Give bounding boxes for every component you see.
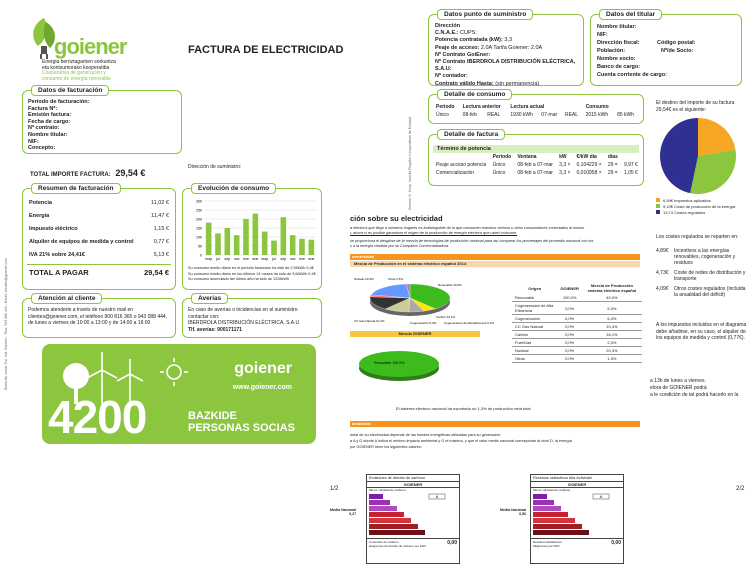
pie-slice (660, 118, 698, 193)
cd-cell: 1930 kWh (510, 112, 533, 118)
x-tick-label: may (261, 257, 269, 261)
env-line-2: a A y G donde A indica el mínimo impacto ambiental y G el máximo, y que el valor medio nacional corresponde al nivel D, la energía (350, 439, 572, 443)
supply-field (435, 73, 578, 80)
supply-point-title: Datos punto de suministro (437, 9, 533, 20)
origin-cell: Fuel/Gas (515, 340, 532, 345)
x-tick-label: may (205, 257, 213, 261)
consumption-note: Su consumo medio diario en el periodo facturado ha sido de 2,95kWh 0,4€ (188, 266, 314, 270)
total-invoice-label: TOTAL IMPORTE FACTURA: (30, 172, 111, 178)
y-tick-label: 150 (196, 226, 202, 231)
consumption-note: Su consumo acumulado del último año ha sido de 1226kWh (188, 277, 290, 281)
logo (20, 14, 140, 84)
consumption-bar (262, 232, 268, 255)
banner-url: www.goiener.com (232, 384, 292, 391)
summary-row-value: 11,47 € (151, 213, 169, 219)
origin-cell: 2,3% (607, 340, 617, 345)
mix-pie-label: CC Gas Natural 10,4% (354, 319, 385, 323)
origin-title: ción sobre su electricidad (350, 214, 443, 223)
co2-footer: Contenido de carbono (369, 540, 399, 544)
cd-cell: REAL (487, 112, 501, 118)
origin-cell: Cogeneración de Alta Eficiencia (515, 303, 554, 313)
invoice-detail-title: Detalle de factura (437, 129, 505, 140)
rad-footer-2: Miligramos por kWh (533, 544, 560, 548)
power-term-header: Término de potencia (433, 145, 639, 153)
inv-header (433, 153, 490, 161)
grade-bar (533, 524, 582, 529)
customer-service-title: Atención al cliente (31, 293, 102, 304)
supply-field-label: Nº Contrato GoiEner: (435, 51, 491, 58)
cut-line-3: a le condición de tal podrá hacerlo en la (650, 392, 739, 398)
summary-row-label: Impuesto eléctrico (29, 226, 78, 232)
origin-cell: Nuclear (515, 348, 529, 353)
faults-title: Averías (191, 293, 228, 304)
billing-field: Periodo de facturación: (28, 99, 90, 105)
cd-h-periodo: Periodo (436, 104, 455, 110)
supply-field (435, 52, 578, 59)
holder-member-no: Nº/de Socio: (661, 48, 694, 54)
summary-row-value: 1,15 € (153, 226, 169, 232)
grade-bar (369, 530, 425, 535)
regulated-value: 4,89€ (656, 248, 669, 254)
table-row (512, 331, 642, 339)
x-tick-label: jul (216, 257, 220, 261)
cd-cell: 08-feb (462, 112, 477, 118)
co2-label (366, 474, 460, 564)
inv-header (621, 153, 641, 161)
tagline-3: Cooperativa de generación y (42, 70, 106, 76)
table-row (433, 161, 641, 169)
env-line-1: ental de su electricidad depende de las fuentes energéticas utilizadas para su generación (350, 433, 501, 437)
co2-grade-bars (367, 492, 459, 536)
grade-bar (533, 530, 589, 535)
cut-line-2: elora de GOIENER podrá (650, 385, 707, 391)
origin-table (512, 282, 642, 363)
inv-cell: 08-feb a 07-mar (517, 170, 553, 176)
mix-pie-label: Cogeneración 6,3% (410, 321, 437, 325)
origin-line-3: se proporciona el desglose de la mezcla de tecnologías de producción nacional para así comparar los porcentajes del promedio nacional con los (350, 239, 594, 243)
table-row (512, 355, 642, 363)
side-legal-note: Domicilio social: Pol. Ind. Goiener - Tfno: 943 088 444 - Email: clientes@goiener.com (4, 257, 8, 390)
rad-grade-bars (531, 492, 623, 536)
co2-national-text: Media Nacional (330, 508, 357, 512)
consumption-box (182, 185, 322, 290)
grade-bar (533, 494, 547, 499)
supply-field-label: Dirección (435, 23, 461, 29)
x-tick-label: jul (272, 257, 276, 261)
inv-cell: 3,3 × (559, 170, 571, 176)
summary-row-label: Alquiler de equipos de medida y control (29, 239, 134, 245)
side-legal-note-2: Goiener S. Coop. Inscrita Registro Cooperativas de Euskadi (408, 116, 412, 210)
billing-field: Nº contrato: (28, 125, 60, 132)
grade-letter: A (435, 494, 439, 499)
origin-header: Mezcla de Producción sistema eléctrico español (587, 283, 637, 293)
summary-row (23, 223, 175, 236)
table-row (512, 302, 642, 315)
supply-field-label: Peaje de acceso: (435, 44, 480, 51)
origin-cell: 0,0% (565, 348, 575, 353)
document-title: FACTURA DE ELECTRICIDAD (188, 44, 344, 56)
regulated-text: Otros costes regulados (incluida la anualidad del déficit) (674, 286, 746, 298)
inv-cell: 3,3 × (559, 162, 571, 168)
co2-national-label (330, 508, 356, 516)
grade-bar (533, 512, 568, 517)
inv-cell: 08-feb a 07-mar (517, 162, 553, 168)
consumption-bar (299, 239, 305, 255)
table-row (512, 323, 642, 331)
origin-header: GOIENER (560, 285, 579, 291)
consumption-note: Su consumo medio diario en los últimos 14 meses ha sido de 3,66kWh 0,4€ (188, 271, 316, 276)
destination-pie (658, 116, 738, 196)
supply-point-box (428, 11, 584, 87)
origin-cell: Otras (515, 356, 525, 361)
faults-box (182, 295, 322, 338)
supply-field-label: C.N.A.E.: (435, 30, 459, 37)
summary-row (23, 197, 175, 210)
y-tick-label: 250 (196, 208, 202, 213)
supply-field (435, 37, 578, 44)
cd-h-consumo: Consumo (585, 104, 609, 110)
supply-field (435, 30, 578, 37)
legend-swatch (656, 204, 660, 208)
page-number-left: 1/2 (330, 486, 339, 492)
pie-slice (698, 118, 735, 156)
banner-brand: goiener (234, 360, 292, 377)
grade-letter: A (599, 494, 603, 499)
invoice-detail-box (428, 131, 644, 186)
rad-label (530, 474, 624, 564)
regulated-value: 4,73€ (656, 270, 669, 276)
regulated-text: Coste de redes de distribución y transporte (674, 270, 746, 282)
billing-field: NIF: (28, 138, 39, 145)
legend-item (656, 210, 735, 216)
env-bar: ambiental (350, 421, 640, 427)
customer-service-text: Podemos atenderle a través de nuestro mail en clientes@goiener.com, el teléfono 900 816 365 o 943 088 444, de lunes a viernes de 10:00 a 13:00 y de 14:00 a 16:00 (28, 307, 168, 326)
supply-field-label: Nº Contrato IBERDROLA DISTRIBUCIÓN ELÉCTRICA, S.A.U: (435, 59, 576, 73)
rad-sub: Menor cantidad de residuos (533, 488, 571, 492)
tagline-2: eta kontsumorako kooperatiba (42, 64, 110, 71)
inv-header: días (607, 154, 618, 160)
taxes-note: A los impuestos incluidos en el diagrama debe añadirse, en su caso, el alquiler de los equipos de medida y control (0,77€). (656, 322, 747, 341)
supply-field-value: 3,3 (502, 37, 513, 44)
supply-field-value: (sin permanencia) (493, 80, 540, 87)
x-tick-label: nov (233, 257, 240, 261)
inv-header: kW (559, 154, 567, 160)
cd-cell: REAL (564, 112, 579, 118)
inv-cell: 0,010958 × (576, 170, 602, 176)
x-tick-label: nov (289, 257, 296, 261)
billing-field: Fecha de cargo: (28, 118, 71, 125)
supply-field-label: Contrato válido Hasta: (435, 80, 494, 87)
table-row (512, 339, 642, 347)
holder-field: Nombre socio: (597, 56, 636, 62)
grade-bar (369, 500, 390, 505)
total-to-pay-row (23, 265, 175, 281)
members-banner (42, 344, 316, 444)
origin-cell: 40,0% (606, 295, 618, 300)
tagline-1: Energia berriztagarrien sorkuntza (42, 59, 116, 65)
summary-row-value: 11,02 € (151, 200, 169, 206)
destination-intro: El destino del importe de su factura 29,54€ es el siguiente: (656, 100, 735, 113)
inv-cell: 29 = (607, 162, 618, 168)
billing-field: Emisión factura: (28, 112, 72, 119)
x-tick-label: sep (280, 257, 287, 261)
faults-text: En caso de averías o incidencias en el suministro contactar con: (188, 307, 298, 320)
mix-pie-label: Renovable 40,0% (438, 283, 462, 287)
consumption-bar (243, 219, 249, 255)
grade-bar (533, 518, 575, 523)
cd-cell: 07-mar (541, 112, 558, 118)
legend-swatch (656, 198, 660, 202)
inv-cell: Único (492, 162, 506, 168)
y-tick-label: 200 (196, 217, 202, 222)
supply-field (435, 81, 578, 88)
summary-row (23, 210, 175, 223)
consumption-bar (290, 235, 296, 255)
summary-box (22, 185, 176, 290)
holder-field: Cuenta corriente de cargo: (597, 72, 667, 78)
origin-footnote: El sistema eléctrico nacional ha exportado un 1,3% de producción neta total (396, 406, 531, 411)
cd-h-anterior: Lectura anterior (462, 104, 501, 110)
billing-title: Datos de facturación (31, 85, 109, 96)
supply-field-value: CUPS: (458, 30, 477, 37)
regulated-item (656, 286, 748, 298)
production-mix-pie (340, 268, 495, 334)
y-tick-label: 300 (196, 199, 202, 204)
x-tick-label: mar (252, 257, 259, 261)
regulated-item (656, 270, 748, 282)
origin-cell: Carbón (515, 332, 529, 337)
origin-cell: 20,3% (606, 348, 618, 353)
co2-footer-2: kilogramos de dióxido de carbono por kWh (369, 544, 426, 548)
legend-label: 6,59€ Impuestos aplicados (663, 198, 711, 203)
consumption-bar (309, 240, 315, 255)
summary-row-label: IVA 21% sobre 24,41€ (29, 252, 85, 258)
goiener-pie-label: Renovable 100,0% (374, 361, 405, 365)
origin-cell: CC Gas Natural (515, 324, 544, 329)
billing-field: Concepto: (28, 145, 56, 152)
co2-company: GOIENER (367, 481, 459, 488)
origin-bar-1: electricidad (350, 254, 640, 260)
inv-header: €/kW día (576, 154, 597, 160)
page-number-right: 2/2 (736, 486, 745, 492)
supply-field-value: 2.0A Tarifa Goiener: 2.0A (479, 44, 543, 51)
origin-cell: 0,0% (565, 305, 575, 311)
co2-title: Emisiones de dióxido de carbono (369, 476, 425, 480)
summary-row (23, 249, 175, 262)
summary-row (23, 236, 175, 249)
brand-name: goiener (54, 34, 127, 59)
rad-value: 0,00 (611, 540, 621, 546)
origin-cell: 5,3% (607, 305, 617, 311)
holder-field: Población: (597, 48, 626, 54)
supply-field (435, 59, 578, 73)
legend-label: 9,10€ Coste de producción de la energía (663, 204, 736, 209)
co2-value: 0,00 (447, 540, 457, 546)
billing-field: Nombre titular: (28, 131, 68, 138)
y-tick-label: 0 (200, 253, 202, 258)
holder-field: NIF: (597, 32, 608, 38)
x-tick-label: ene (243, 257, 249, 261)
supply-field (435, 45, 578, 52)
consumption-bar (215, 233, 221, 255)
consumption-bar (271, 241, 277, 255)
banner-line-1: BAZKIDE (188, 410, 237, 422)
origin-cell: 100,0% (562, 295, 577, 300)
origin-cell: 0,0% (565, 324, 575, 329)
summary-row-label: Energía (29, 213, 50, 219)
x-tick-label: sep (224, 257, 231, 261)
env-line-3: por GOIENER tiene los siguientes valores: (350, 445, 422, 449)
supply-field-label: Potencia contratada (kW): (435, 37, 503, 44)
grade-bar (369, 518, 411, 523)
origin-cell: 0,0% (565, 316, 575, 321)
origin-line-2: r, ahora sí es posible garantizar el origen de la producción de energía eléctrica que usted consume. (350, 231, 518, 235)
regulated-intro: Los costes regulados se reparten en: (656, 234, 739, 240)
origin-cell: 6,3% (607, 316, 617, 321)
table-row (512, 347, 642, 355)
supply-field-label: Nº contador: (435, 73, 468, 80)
holder-postal: Código postal: (657, 40, 696, 46)
banner-number: 4200 (48, 391, 147, 443)
total-invoice-value: 29,54 € (115, 168, 146, 178)
cd-cell: Único (436, 112, 449, 118)
rad-company: GOIENER (531, 481, 623, 488)
mix-pie-label: Otras 1,5% (388, 277, 404, 281)
total-to-pay-label: TOTAL A PAGAR (29, 268, 89, 277)
mix-pie-label: Nuclear 20,3% (354, 277, 374, 281)
origin-cell: Renovable (515, 295, 535, 300)
origin-cell: 10,4% (606, 324, 618, 329)
inv-cell: Único (492, 170, 506, 176)
rad-footer: Residuos Radiactivos (533, 540, 562, 544)
y-tick-label: 100 (196, 235, 202, 240)
faults-company: IBERDROLA DISTRIBUCIÓN ELÉCTRICA, S.A.U (188, 320, 300, 326)
summary-row-value: 5,13 € (153, 252, 169, 258)
rad-national-text: Media Nacional (500, 508, 527, 512)
customer-service-box (22, 295, 176, 338)
table-row (433, 169, 641, 177)
legend-swatch (656, 210, 660, 214)
summary-row-label: Potencia (29, 200, 52, 206)
origin-bar-2: Mezcla de Producción en el sistema eléctrico español 2014 (350, 261, 640, 267)
grade-bar (369, 524, 418, 529)
inv-cell: 1,05 € (623, 170, 638, 176)
mix-pie-label: Cogeneración de Alta Eficiencia 5,3% (444, 321, 495, 325)
origin-cell: 1,5% (607, 356, 617, 361)
holder-field: Nombre titular: (597, 24, 637, 30)
cd-h-actual: Lectura actual (510, 104, 545, 110)
grade-bar (369, 512, 404, 517)
inv-cell: 9,97 € (623, 162, 638, 168)
consumption-detail-box (428, 91, 644, 124)
mix-pie-label: Carbón 16,1% (436, 315, 456, 319)
inv-header: Ventana (517, 154, 537, 160)
summary-row-value: 0,77 € (153, 239, 169, 245)
y-tick-label: 50 (198, 244, 202, 249)
regulated-item (656, 248, 748, 266)
supply-field (435, 23, 578, 30)
holder-box (590, 11, 742, 86)
banner-line-2: PERSONAS SOCIAS (188, 422, 295, 434)
faults-phone: Tlf. averías: 900171171 (188, 326, 242, 333)
billing-box (22, 87, 182, 154)
consumption-bar (253, 214, 259, 255)
consumption-title: Evolución de consumo (191, 183, 276, 194)
rad-title: Residuos radiactivos Alta Actividad (533, 476, 592, 480)
origin-line-1: a eléctrica que llega a nuestros hogares es indistinguible de la que consumen nuestros vecinos u otros consumidores conectados al mismo (350, 226, 585, 230)
summary-title: Resumen de facturación (31, 183, 121, 194)
regulated-text: Incentivos a las energías renovables, cogeneración y residuos (674, 248, 736, 266)
goiener-mix-bar: Mezcla GOIENER (350, 331, 480, 337)
x-tick-label: mar (308, 257, 315, 261)
grade-bar (533, 500, 554, 505)
cut-line-1: a 13h de lunes a viernes. (650, 378, 706, 384)
origin-header: Origen (528, 285, 542, 291)
total-invoice (30, 168, 145, 178)
consumption-detail-title: Detalle de consumo (437, 89, 512, 100)
rad-national-value: 0,56 (519, 512, 527, 516)
cd-cell: 2015 kWh (585, 112, 609, 118)
holder-field: Banco de cargo: (597, 64, 641, 70)
legend-label: 13,74 Costes regulados (663, 210, 706, 215)
inv-cell: 0,104229 × (576, 162, 602, 168)
origin-line-4: s a la energía vendida por su Compañía Comercializadora. (350, 244, 450, 248)
total-to-pay-value: 29,54 € (143, 268, 169, 277)
table-row (512, 315, 642, 323)
inv-header: Periodo (492, 154, 512, 160)
regulated-value: 4,09€ (656, 286, 669, 292)
cd-cell: 85 kWh (617, 112, 635, 118)
holder-field: Dirección fiscal: (597, 40, 640, 46)
inv-cell: Comercialización (436, 170, 475, 176)
consumption-bar (206, 223, 212, 255)
consumption-chart (186, 195, 320, 267)
co2-national-value: 0,27 (349, 512, 357, 516)
table-row (512, 294, 642, 302)
tagline-4: consumo de energía renovable (42, 75, 111, 82)
consumption-bar (234, 235, 240, 255)
grade-bar (533, 506, 561, 511)
origin-cell: 0,0% (565, 356, 575, 361)
billing-field: Factura Nº: (28, 105, 58, 112)
grade-bar (369, 494, 383, 499)
consumption-bar (225, 228, 231, 255)
grade-bar (369, 506, 397, 511)
goiener-mix-pie (344, 340, 454, 390)
co2-sub: Menor cantidad de carbono (369, 488, 406, 492)
origin-cell: 0,0% (565, 340, 575, 345)
consumption-bar (281, 217, 287, 255)
inv-cell: Peaje acceso potencia (436, 162, 487, 168)
origin-cell: 16,1% (606, 332, 618, 337)
supply-address-label: Dirección de suministro: (188, 164, 242, 170)
x-tick-label: ene (299, 257, 305, 261)
origin-cell: 0,0% (565, 332, 575, 337)
origin-cell: Cogeneración (515, 316, 540, 321)
holder-title: Datos del titular (599, 9, 662, 20)
rad-national-label (500, 508, 526, 516)
inv-cell: 29 = (607, 170, 618, 176)
